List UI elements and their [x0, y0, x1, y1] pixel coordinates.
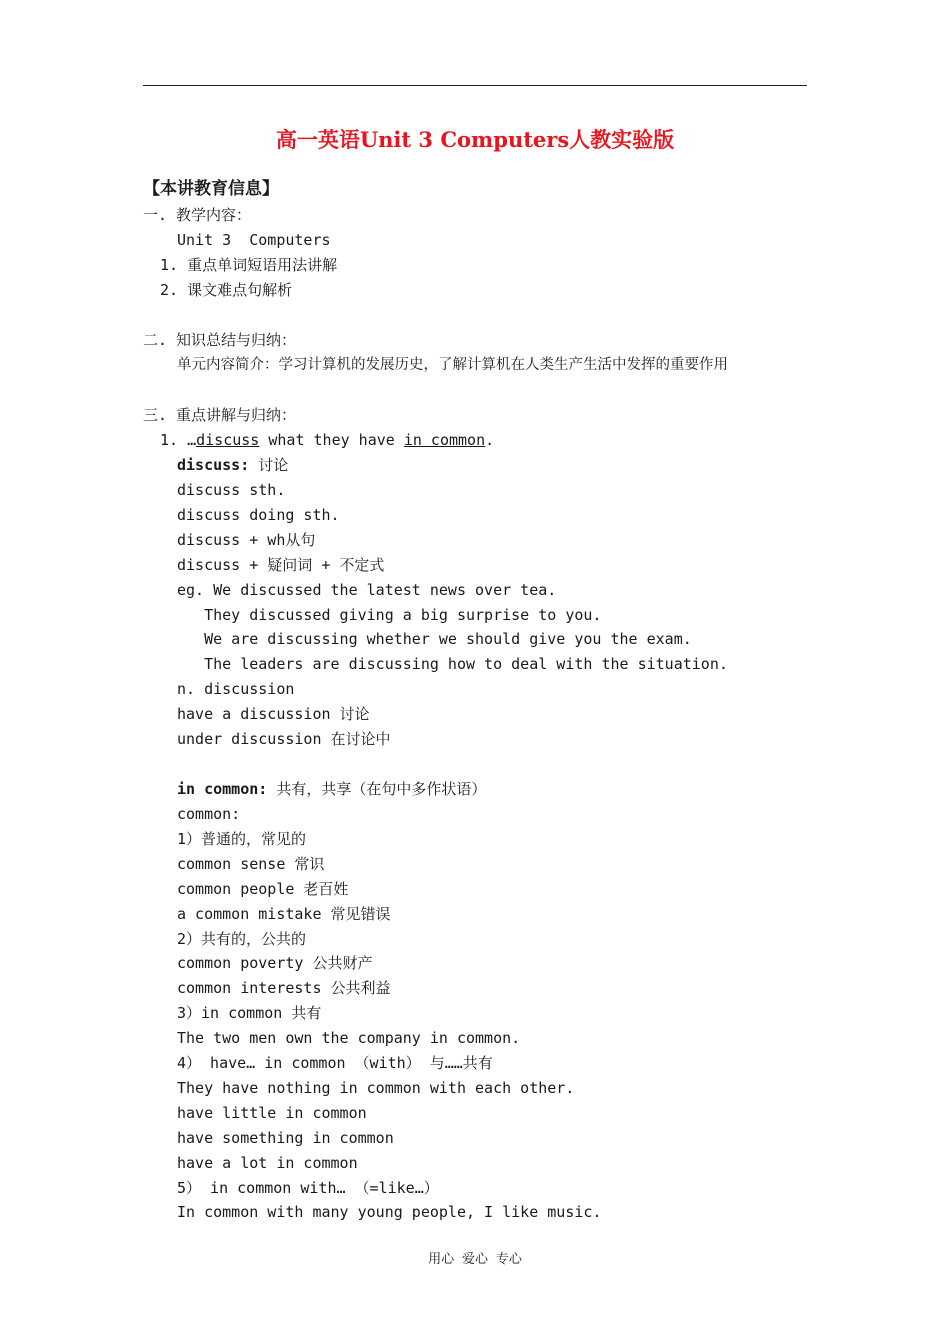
common-line: They have nothing in common with each other.: [177, 1078, 575, 1097]
discuss-line: n. discussion: [177, 680, 295, 699]
document-title: 高一英语Unit 3 Computers人教实验版: [275, 127, 675, 152]
section-heading: 【本讲教育信息】: [143, 179, 279, 199]
common-line: 1）普通的，常见的: [177, 829, 307, 848]
header-rule: [143, 85, 807, 86]
underlined-in-common: in common: [403, 431, 486, 449]
discuss-line: discuss doing sth.: [177, 505, 340, 524]
discuss-meaning: 讨论: [249, 456, 289, 474]
item-end: .: [485, 431, 495, 449]
common-line: have something in common: [177, 1128, 394, 1147]
discuss-definition: [177, 455, 288, 475]
s3-heading: 三. 重点讲解与归纳：: [143, 406, 297, 424]
in-common-meaning: 共有，共享（在句中多作状语）: [267, 780, 487, 798]
discuss-line: discuss + wh从句: [177, 530, 316, 549]
item-number: 1. …: [160, 431, 197, 449]
in-common-definition: [177, 779, 486, 799]
s2-summary: 单元内容简介：学习计算机的发展历史，了解计算机在人类生产生活中发挥的重要作用: [177, 357, 728, 373]
s2-heading: 二. 知识总结与归纳：: [143, 331, 297, 349]
common-line: a common mistake 常见错误: [177, 904, 391, 923]
common-line: 4） have… in common （with） 与……共有: [177, 1054, 493, 1072]
discuss-line: The leaders are discussing how to deal with the situation.: [177, 655, 728, 674]
discuss-line: under discussion 在讨论中: [177, 730, 391, 748]
common-line: In common with many young people, I like music.: [177, 1203, 602, 1222]
discuss-line: have a discussion 讨论: [177, 705, 370, 724]
s1-item-1: 1. 重点单词短语用法讲解: [160, 256, 338, 274]
common-line: common sense 常识: [177, 854, 325, 873]
common-line: have a lot in common: [177, 1153, 358, 1172]
discuss-line: discuss sth.: [177, 481, 286, 499]
common-line: common people 老百姓: [177, 879, 349, 898]
discuss-line: discuss + 疑问词 + 不定式: [177, 555, 385, 574]
underlined-discuss: discuss: [196, 431, 260, 449]
page-footer: 用心 爱心 专心: [428, 1252, 522, 1267]
common-line: common poverty 公共财产: [177, 954, 373, 973]
s1-heading: 一. 教学内容：: [143, 206, 252, 224]
common-line: 2）共有的，公共的: [177, 929, 307, 948]
s1-unit: Unit 3 Computers: [177, 231, 331, 249]
s3-item-1: [160, 430, 494, 450]
common-line: The two men own the company in common.: [177, 1029, 521, 1048]
common-line: 3）in common 共有: [177, 1004, 322, 1023]
common-line: have little in common: [177, 1103, 367, 1122]
in-common-label: in common:: [177, 780, 268, 798]
common-line: common interests 公共利益: [177, 979, 391, 998]
common-line: 5） in common with… （=like…）: [177, 1178, 439, 1197]
common-line: common:: [177, 805, 241, 823]
discuss-line: eg. We discussed the latest news over tea.: [177, 580, 557, 599]
discuss-label: discuss:: [177, 456, 250, 474]
item-text: what they have: [259, 431, 404, 449]
discuss-line: We are discussing whether we should give you the exam.: [177, 630, 692, 649]
discuss-line: They discussed giving a big surprise to you.: [177, 605, 602, 624]
s1-item-2: 2. 课文难点句解析: [160, 281, 293, 299]
